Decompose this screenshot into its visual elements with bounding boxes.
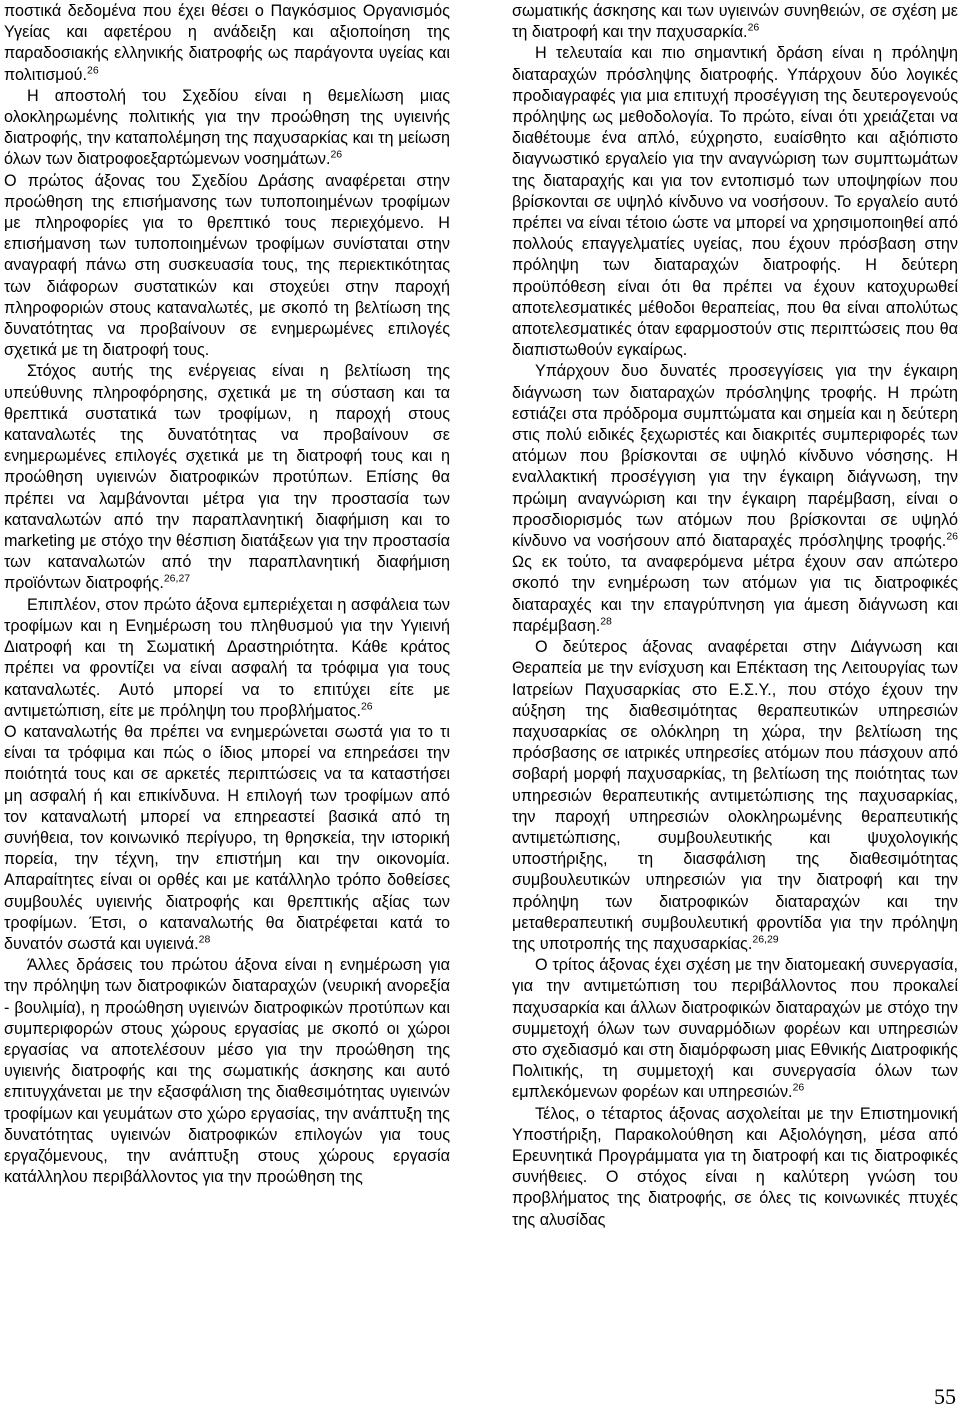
citation: 26 xyxy=(946,530,958,543)
left-column xyxy=(4,1,450,1188)
citation: 26,27 xyxy=(163,573,191,586)
citation: 26 xyxy=(792,1081,805,1094)
paragraph: Τέλος, ο τέταρτος άξονας ασχολείται με την Επιστημονική Υποστήριξη, Παρακολούθηση και Αξιολόγηση, μέσα από Ερευνητικά Προγράμματα για τη διατροφή και τις διατροφικές συνήθειες. Ο στόχος είναι η καλύτερη γνώση του προβλήματος της διατροφής, σε όλες τις κοινωνικές πτυχές της αλυσίδας xyxy=(512,1104,958,1229)
paragraph: Ο δεύτερος άξονας αναφέρεται στην Διάγνωση και Θεραπεία με την ενίσχυση και Επέκταση της Λειτουργίας των Ιατρείων Παχυσαρκίας στο Ε.Σ.Υ., που στόχο έχουν την αύξηση της διαθεσιμότητας θεραπευτικών υπηρεσιών παχυσαρκίας σε ολόκληρη τη χώρα, την βελτίωση της πρόσβασης σε ιατρικές υπηρεσίες ατόμων που πάσχουν από σοβαρή μορφή παχυσαρκίας, τη βελτίωση της ποιότητας των υπηρεσιών θεραπευτικής αντιμετώπισης της παχυσαρκίας, την παροχή υπηρεσιών ολοκληρωμένης θεραπευτικής αντιμετώπισης, συμβουλευτικής και ψυχολογικής υποστήριξης, τη διασφάλιση της διαθεσιμότητας συμβουλευτικών υπηρεσιών για την διατροφή και την πρόληψη των διατροφικών διαταραχών και την μεταθεραπευτική συμβουλευτική φροντίδα για την πρόληψη της υποτροπής της παχυσαρκίας.$^{26,29}$ xyxy=(512,638,958,953)
page-number: 55 xyxy=(934,1384,956,1409)
paragraph: σωματικής άσκησης και των υγιεινών συνηθειών, σε σχέση με τη διατροφή και την παχυσαρκία.$^{26}$ xyxy=(512,2,958,42)
paragraph: Επιπλέον, στον πρώτο άξονα εμπεριέχεται η ασφάλεια των τροφίμων και η Ενημέρωση του πληθυσμού για την Υγιεινή Διατροφή και τη Σωματική Δραστηριότητα. Κάθε κράτος πρέπει να φροντίζει να είναι ασφαλή τα τρόφιμα για τους καταναλωτές. Αυτό μπορεί να το επιτύχει είτε με αντιμετώπιση, είτε με πρόληψη του προβλήματος.$^{26}$ xyxy=(4,595,450,720)
citation: 28 xyxy=(198,933,211,946)
paragraph: Στόχος αυτής της ενέργειας είναι η βελτίωση της υπεύθυνης πληροφόρησης, σχετικά με τη σύσταση και τα θρεπτικά συστατικά των τροφίμων, η παροχή στους καταναλωτές της δυνατότητας να προβαίνουν σε ενημερωμένες επιλογές σχετικά με τη διατροφή τους και η προώθηση υγιεινών διατροφικών προτύπων. Επίσης θα πρέπει να λαμβάνονται μέτρα για την προστασία των καταναλωτών από την παραπλανητική διαφήμιση και το marketing με στόχο την θέσπιση διατάξεων για την προστασία των καταναλωτών από την παραπλανητική διαφήμιση προϊόντων διατροφής.$^{26,27}$ xyxy=(4,362,450,593)
citation: 26 xyxy=(86,64,99,77)
paragraph: ποστικά δεδομένα που έχει θέσει ο Παγκόσμιος Οργανισμός Υγείας και αφετέρου η ανάδειξη και αξιοποίηση της παραδοσιακής ελληνικής διατροφής ως παράγοντα υγείας και πολιτισμού.$^{26}$ xyxy=(4,2,450,84)
paragraph: Ο πρώτος άξονας του Σχεδίου Δράσης αναφέρεται στην προώθηση της επισήμανσης των τυποποιημένων τροφίμων με πληροφορίες για το θρεπτικό τους περιεχόμενο. Η επισήμανση των τυποποιημένων τροφίμων συνίσταται στην αναγραφή πάνω στη συσκευασία τους, της περιεκτικότητας των διάφορων συστατικών και στοχεύει στην παροχή πληροφοριών στους καταναλωτές, με σκοπό τη βελτίωση της δυνατότητας να προβαίνουν σε ενημερωμένες επιλογές σχετικά με τη διατροφή τους. xyxy=(4,171,450,360)
paragraph: Ο τρίτος άξονας έχει σχέση με την διατομεακή συνεργασία, για την αντιμετώπιση του περιβάλλοντος που προκαλεί παχυσαρκία και άλλων διατροφικών διαταραχών με στόχο την συμμετοχή όλων των συναρμόδιων φορέων και υπηρεσιών στο σχεδιασμό και στη διαμόρφωση μιας Εθνικής Διατροφικής Πολιτικής, τη συμμετοχή και συνεργασία όλων των εμπλεκόμενων φορέων και υπηρεσιών.$^{26}$ xyxy=(512,956,958,1102)
paragraph: Άλλες δράσεις του πρώτου άξονα είναι η ενημέρωση για την πρόληψη των διατροφικών διαταραχών (νευρική ανορεξία - βουλιμία), η προώθηση υγιεινών διατροφικών προτύπων και συμπεριφορών στους χώρους εργασίας με σκοπό οι χώροι εργασίας να αποτελέσουν μέσο για την προώθηση της υγιεινής διατροφής και της σωματικής άσκησης και αυτό επιτυγχάνεται με την εξασφάλιση της διαθεσιμότητας υγιεινών τροφίμων και γευμάτων στο χώρο εργασίας, την ανάπτυξη της δυνατότητας υγιεινών διατροφικών επιλογών για τους εργαζόμενους, την ανάπτυξη στους χώρους εργασία κατάλληλου περιβάλλοντος για την προώθηση της xyxy=(4,956,450,1187)
citation: 26 xyxy=(330,149,343,162)
paragraph: Ο καταναλωτής θα πρέπει να ενημερώνεται σωστά για το τι είναι τα τρόφιμα και πώς ο ίδιος μπορεί να επηρεάσει την ποιότητά τους και σε αρκετές περιπτώσεις να τα καταστήσει μη ασφαλή ή και επικίνδυνα. Η επιλογή των τροφίμων από τον καταναλωτή μπορεί να επηρεαστεί βασικά από τη συνήθεια, τον κοινωνικό περίγυρο, τη θρησκεία, την ιστορική πορεία, την τέχνη, την επιστήμη και την οικονομία. Απαραίτητες είναι οι ορθές και με κατάλληλο τρόπο δοθείσες συμβουλές υγιεινής διατροφής και θρεπτικής αξίας των τροφίμων. Έτσι, ο καταναλωτής θα διατρέφεται κατά το δυνατόν σωστά και υγιεινά.$^{28}$ xyxy=(4,722,450,953)
right-column xyxy=(512,1,958,1231)
paragraph: Η τελευταία και πιο σημαντική δράση είναι η πρόληψη διαταραχών πρόσληψης διατροφής. Υπάρχουν δύο λογικές προδιαγραφές για μια επιτυχή προσέγγιση της δευτερογενούς πρόληψης ως μεθοδολογία. Το πρώτο, είναι ότι χρειάζεται να διαθέτουμε ένα απλό, εύχρηστο, ευαίσθητο και αξιόπιστο διαγνωστικό εργαλείο για την αναγνώριση των συμπτωμάτων της διαταραχής και για τον εντοπισμό των υποψηφίων που βρίσκονται σε υψηλό κίνδυνο να νοσήσουν. Το εργαλείο αυτό πρέπει να είναι τέτοιο ώστε να μπορεί να χρησιμοποιηθεί από πολλούς επαγγελματίες υγείας, που έχουν πρόσβαση στην πρόληψη των διαταραχών διατροφής. Η δεύτερη προϋπόθεση είναι ότι θα πρέπει να έχουν κατοχυρωθεί αποτελεσματικές μέθοδοι θεραπείας, που θα είναι απολύτως αποτελεσματικές όταν εφαρμοστούν στις περιπτώσεις που θα διαπιστωθούν εγκαίρως. xyxy=(512,44,958,360)
citation: 26 xyxy=(360,700,373,713)
citation: 28 xyxy=(600,615,612,628)
citation: 26,29 xyxy=(752,933,779,946)
paragraph: Η αποστολή του Σχεδίου είναι η θεμελίωση μιας ολοκληρωμένης πολιτικής για την προώθηση της υγιεινής διατροφής, την καταπολέμηση της παχυσαρκίας και τη μείωση όλων των διατροφοεξαρτώμενων νοσημάτων.$^{26}$ xyxy=(4,86,450,169)
citation: 26 xyxy=(747,21,760,34)
paragraph: Υπάρχουν δυο δυνατές προσεγγίσεις για την έγκαιρη διάγνωση των διαταραχών πρόσληψης τροφής. Η πρώτη εστιάζει στα πρόδρομα συμπτώματα και σημεία και η δεύτερη στις πολύ ειδικές ξεχωριστές και διακριτές συμπεριφορές των ατόμων που βρίσκονται σε υψηλό κίνδυνο νόσησης. Η εναλλακτική προσέγγιση για την έγκαιρη διάγνωση, την πρώιμη αναγνώριση και την έγκαιρη παρέμβαση, είναι ο προσδιορισμός των ατόμων που βρίσκονται σε υψηλό κίνδυνο να νοσήσουν από διαταραχές πρόσληψης τροφής.$^{26}$ Ως εκ τούτο, τα αναφερόμενα μέτρα έχουν σαν απώτερο σκοπό την ενημέρωση των ατόμων για τις διατροφικές διαταραχές και την επαγρύπνηση για άμεση διάγνωση και παρέμβαση.$^{28}$ xyxy=(512,362,958,635)
